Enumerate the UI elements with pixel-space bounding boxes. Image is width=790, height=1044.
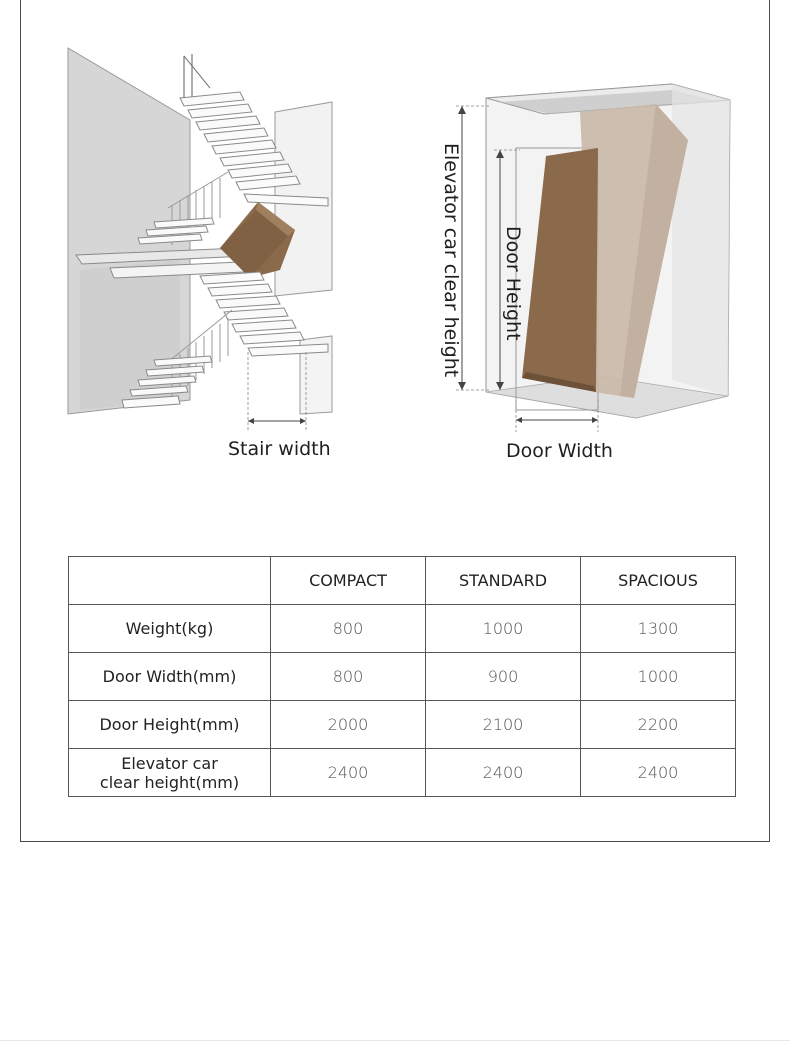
divider	[0, 1040, 790, 1041]
table-header-row	[69, 557, 736, 605]
table-row	[69, 701, 736, 749]
door-height-label: Door Height	[502, 226, 524, 341]
header-cell-compact: COMPACT	[271, 557, 426, 605]
header-cell-spacious: SPACIOUS	[581, 557, 736, 605]
row-label: Door Width(mm)	[69, 653, 271, 701]
table-cell: 2100	[426, 701, 581, 749]
table-row	[69, 653, 736, 701]
table-row	[69, 749, 736, 797]
stair-illustration	[68, 48, 332, 432]
table-cell: 1000	[581, 653, 736, 701]
elevator-car-height-label: Elevator car clear height	[440, 143, 462, 378]
stair-and-elevator-illustration	[60, 40, 740, 480]
table-cell: 2400	[271, 749, 426, 797]
elevator-illustration	[456, 84, 730, 432]
header-cell	[69, 557, 271, 605]
table-cell: 2400	[581, 749, 736, 797]
table-cell: 900	[426, 653, 581, 701]
table-cell: 2200	[581, 701, 736, 749]
row-label	[69, 749, 271, 797]
row-label-line: clear height(mm)	[99, 772, 240, 792]
table-cell: 1300	[581, 605, 736, 653]
table-cell: 2400	[426, 749, 581, 797]
table-cell: 800	[271, 605, 426, 653]
row-label-line: Elevator car	[121, 753, 218, 773]
header-cell-standard: STANDARD	[426, 557, 581, 605]
table-row	[69, 605, 736, 653]
stair-width-label: Stair width	[228, 438, 331, 460]
table-cell: 1000	[426, 605, 581, 653]
row-label: Weight(kg)	[69, 605, 271, 653]
table-cell: 800	[271, 653, 426, 701]
door-width-label: Door Width	[506, 440, 613, 462]
elevator-spec-table	[68, 556, 736, 797]
row-label: Door Height(mm)	[69, 701, 271, 749]
table-cell: 2000	[271, 701, 426, 749]
